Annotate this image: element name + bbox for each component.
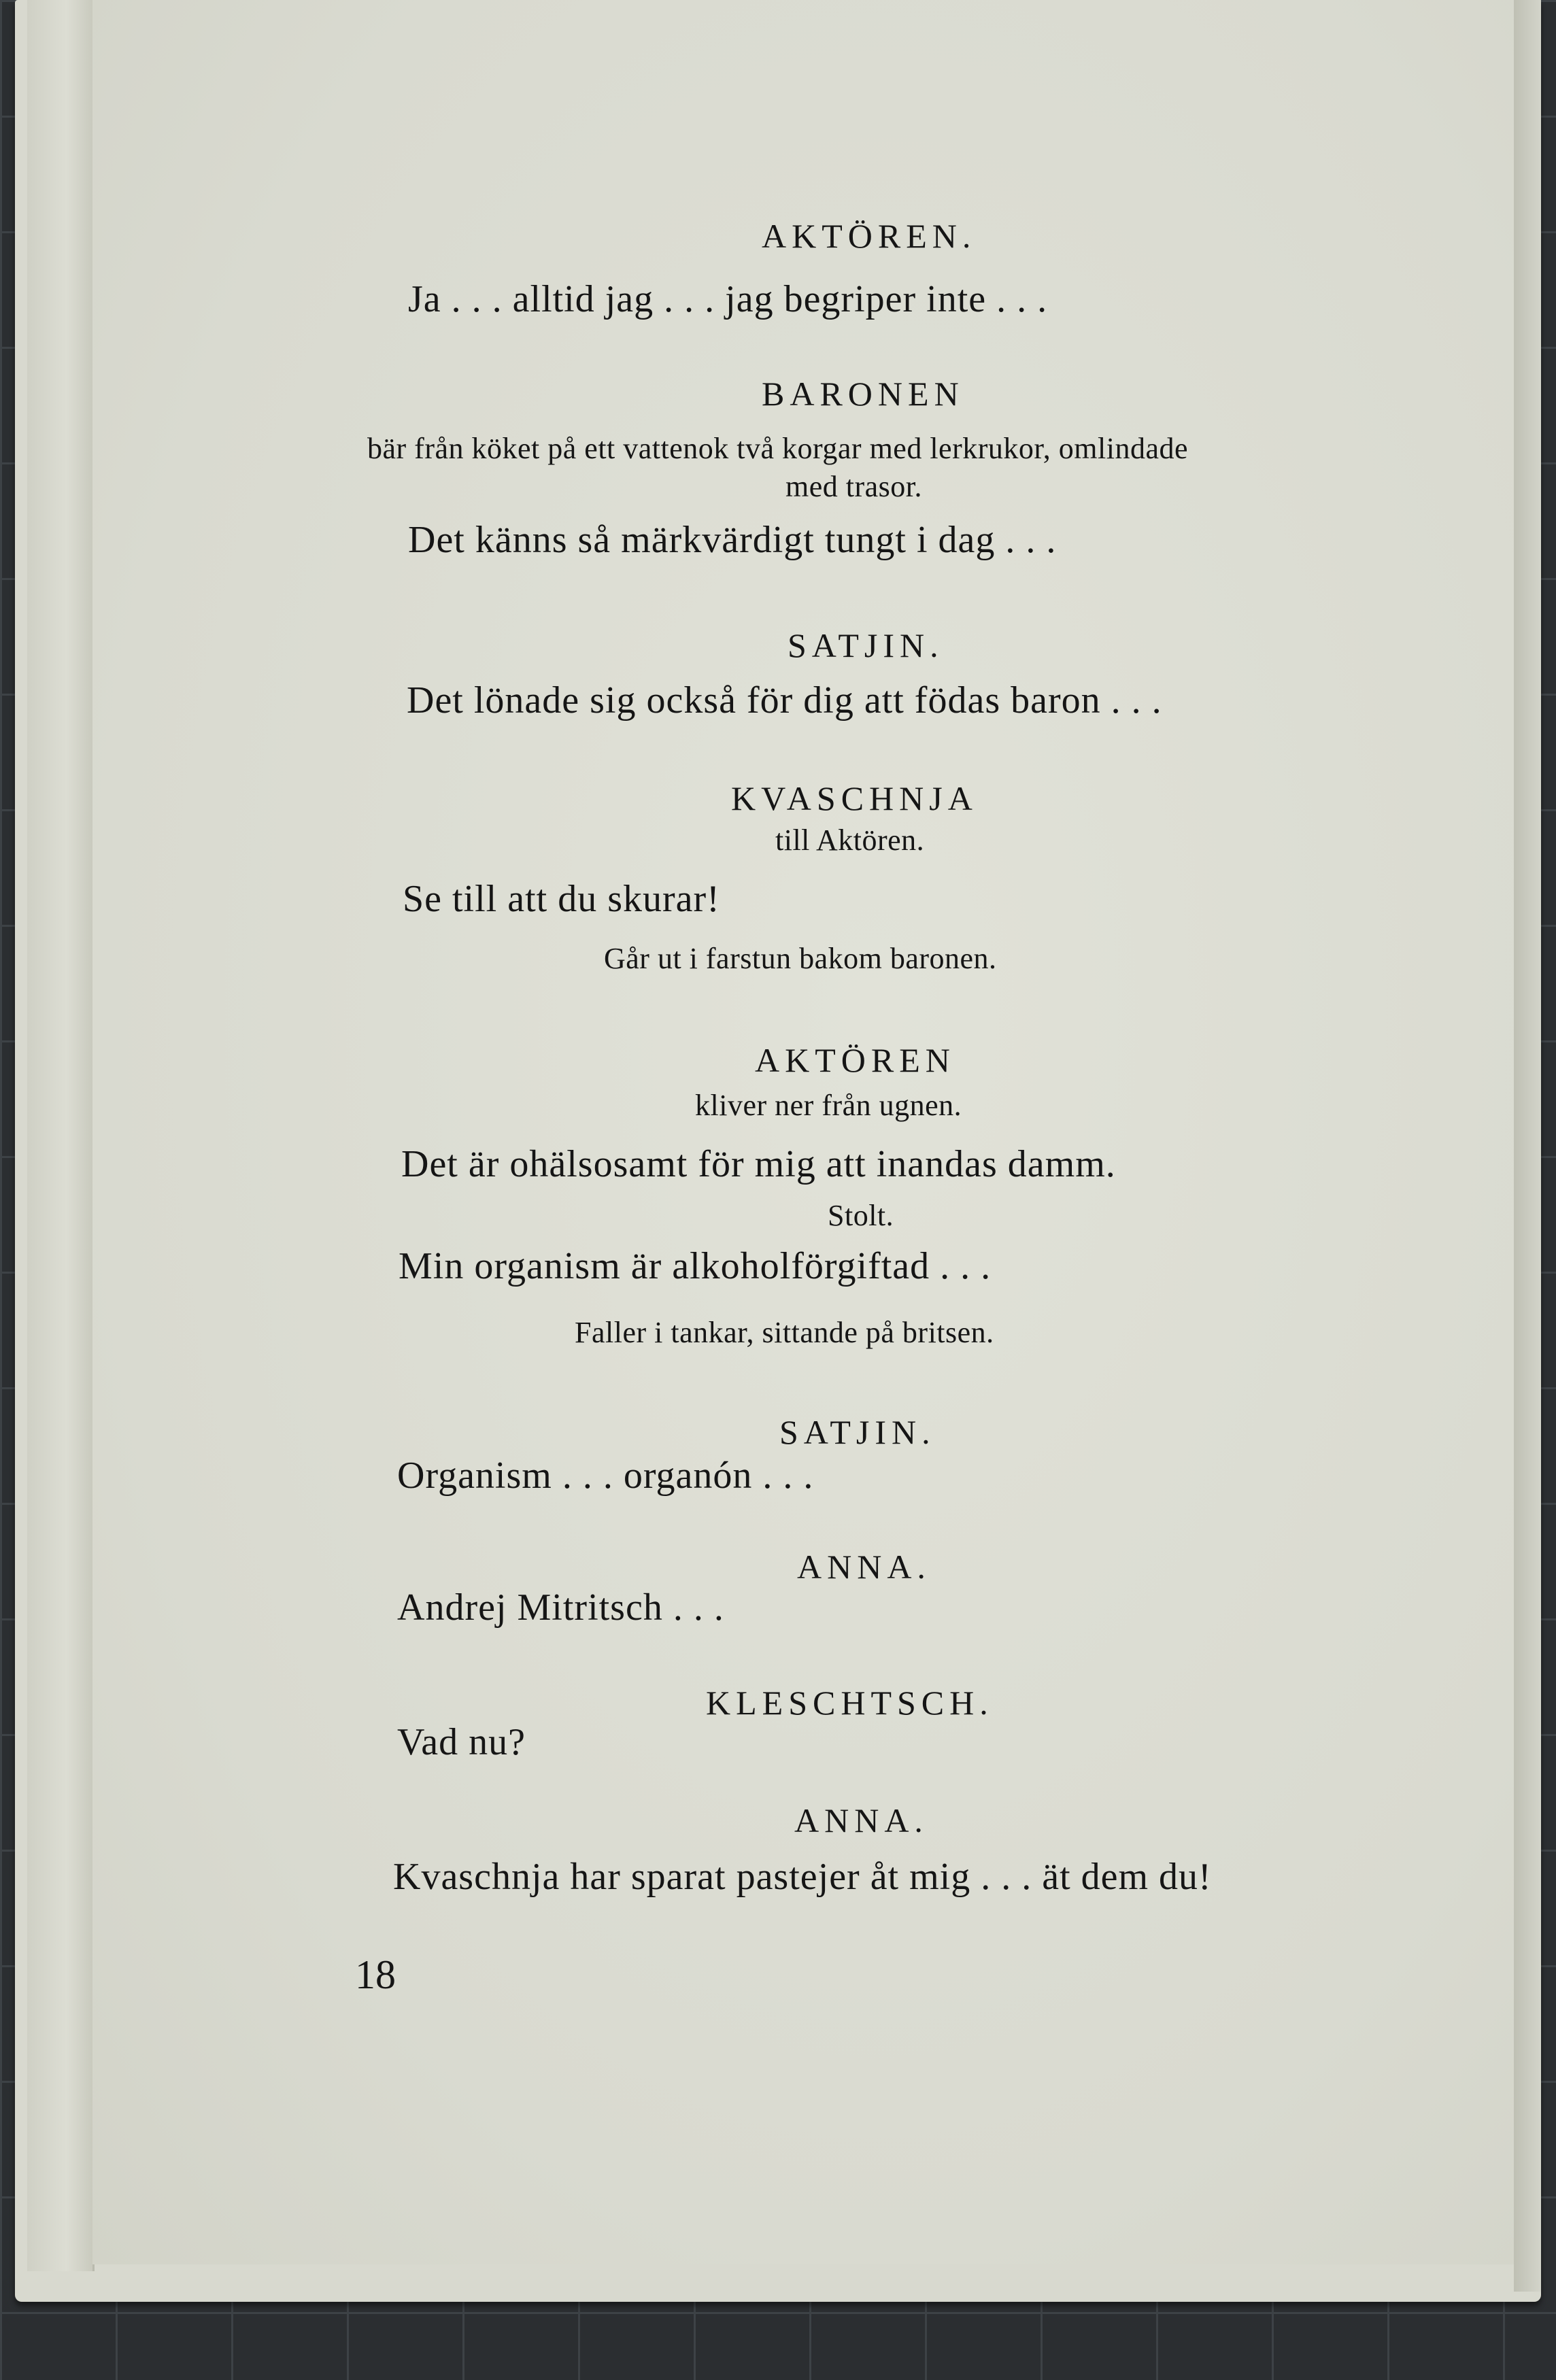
speech-line: Min organism är alkoholförgiftad . . . xyxy=(399,1245,992,1287)
speech-line: Kvaschnja har sparat pastejer åt mig . . . ät dem du! xyxy=(393,1856,1212,1898)
speaker-name: ANNA. xyxy=(797,1548,931,1586)
book-page xyxy=(92,0,1514,2264)
stage-direction: till Aktören. xyxy=(775,823,925,857)
speaker-name: ANNA. xyxy=(794,1801,928,1839)
stage-direction: kliver ner från ugnen. xyxy=(695,1089,962,1122)
speaker-name: AKTÖREN xyxy=(755,1041,955,1079)
page-number: 18 xyxy=(355,1952,396,1997)
speech-line: Det är ohälsosamt för mig att inandas damm. xyxy=(401,1143,1116,1185)
page-right-edge xyxy=(1514,0,1541,2292)
stage-direction: med trasor. xyxy=(785,470,923,503)
stage-direction: bär från köket på ett vattenok två korgar med lerkrukor, omlindade xyxy=(367,432,1189,465)
speech-line: Organism . . . organón . . . xyxy=(397,1455,814,1497)
speech-line: Andrej Mitritsch . . . xyxy=(397,1586,724,1629)
stage-direction: Faller i tankar, sittande på britsen. xyxy=(575,1316,994,1349)
speech-line: Vad nu? xyxy=(397,1721,526,1763)
speaker-name: SATJIN. xyxy=(779,1413,936,1451)
speech-line: Det känns så märkvärdigt tungt i dag . . . xyxy=(408,519,1057,561)
speech-line: Det lönade sig också för dig att födas baron . . . xyxy=(407,679,1162,721)
speaker-name: BARONEN xyxy=(762,375,964,413)
speaker-name: KLESCHTSCH. xyxy=(706,1684,994,1722)
speaker-name: SATJIN. xyxy=(788,626,944,664)
stage-direction: Går ut i farstun bakom baronen. xyxy=(604,942,997,975)
page-edge xyxy=(27,0,95,2271)
speaker-name: AKTÖREN. xyxy=(762,217,977,255)
speech-line: Ja . . . alltid jag . . . jag begriper inte . . . xyxy=(408,278,1048,320)
speech-line: Se till att du skurar! xyxy=(403,878,720,920)
speaker-name: KVASCHNJA xyxy=(731,779,978,817)
stage-direction: Stolt. xyxy=(828,1199,894,1232)
